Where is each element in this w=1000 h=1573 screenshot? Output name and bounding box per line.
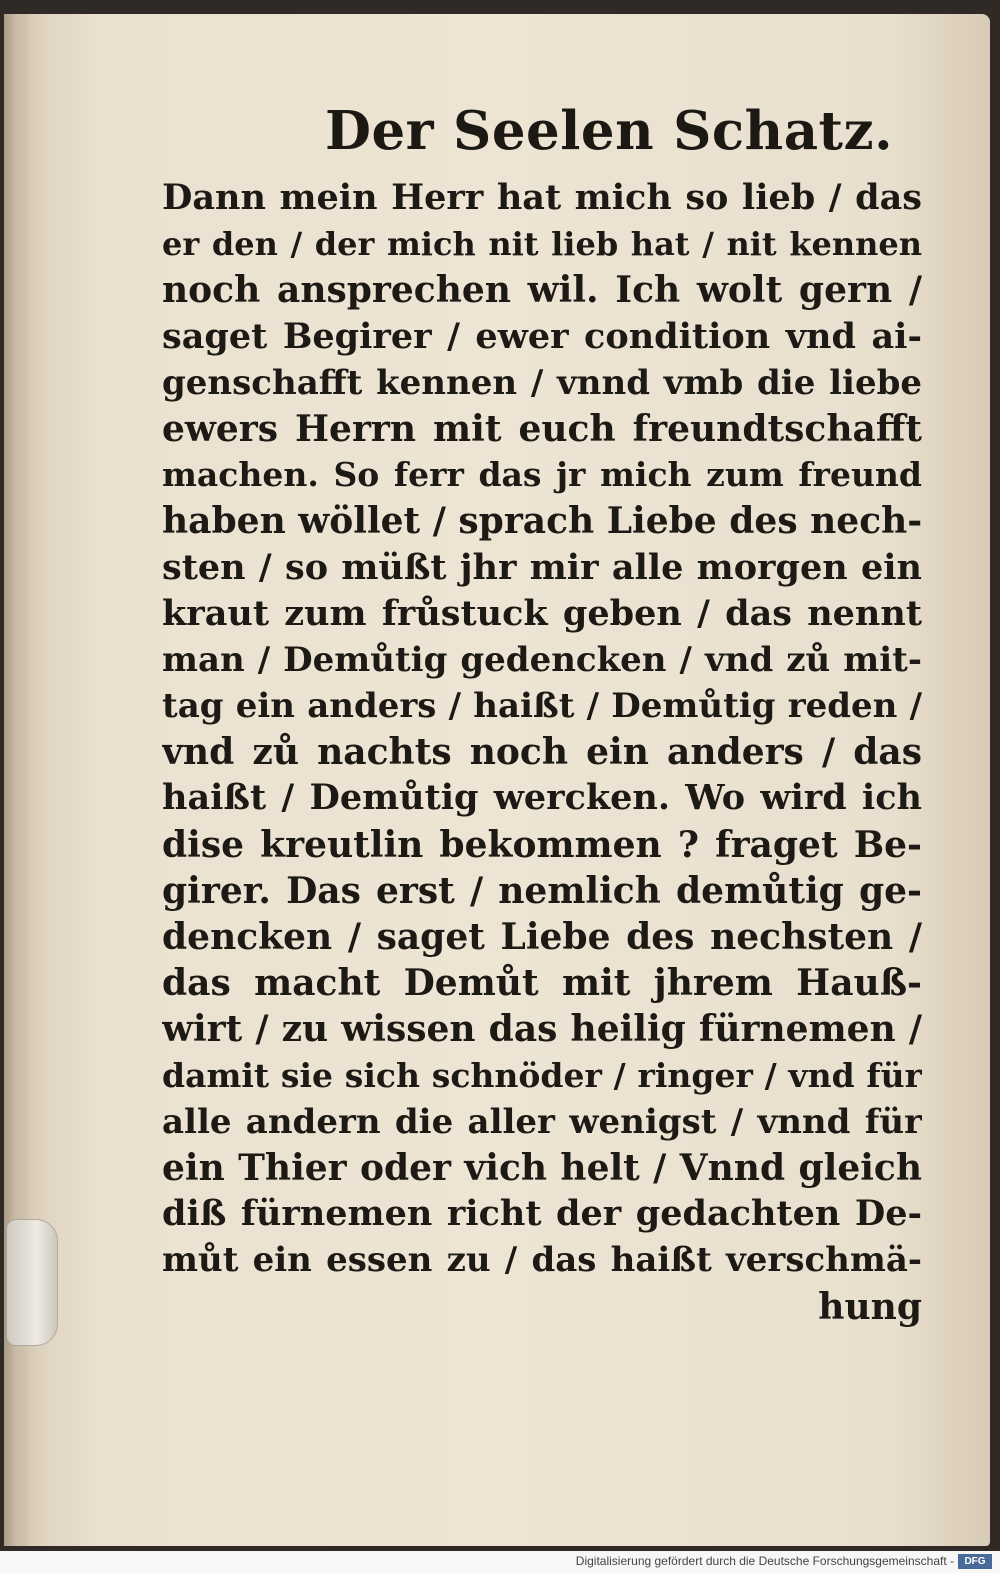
text-line: haben wöllet / sprach Liebe des nech- [162,500,922,543]
text-line: můt ein essen zu / das haißt verschmä- [162,1240,922,1281]
text-line: damit sie sich schnöder / ringer / vnd für [162,1055,922,1095]
text-line: hung [818,1285,922,1328]
text-line: alle andern die aller wenigst / vnnd für [162,1101,922,1142]
text-line: diß fürnemen richt der gedachten De- [162,1193,922,1235]
text-line: kraut zum frůstuck geben / das nennt [162,592,922,634]
text-line: sten / so müßt jhr mir alle morgen ein [162,546,922,588]
body-text [162,175,922,1330]
text-line: tag ein anders / haißt / Demůtig reden / [162,686,922,727]
text-line: vnd zů nachts noch ein anders / das [162,731,922,774]
text-line: haißt / Demůtig wercken. Wo wird ich [162,777,922,819]
text-line: das macht Demůt mit jhrem Hauß- [162,962,922,1005]
text-line: genschafft kennen / vnnd vmb die liebe [162,362,922,403]
text-line: er den / der mich nit lieb hat / nit kennen [162,225,922,264]
funding-credit: Digitalisierung gefördert durch die Deutsche Forschungsgemeinschaft - [575,1554,954,1568]
text-line: dencken / saget Liebe des nechsten / [162,916,922,958]
text-line: girer. Das erst / nemlich demůtig ge- [162,869,922,912]
text-line: machen. So ferr das jr mich zum freund [162,455,922,495]
page-clip [6,1219,58,1346]
text-line: ewers Herrn mit euch freundtschafft [162,407,922,450]
dfg-logo: DFG [958,1554,992,1569]
text-line: wirt / zu wissen das heilig fürnemen / [162,1008,922,1051]
text-line: man / Demůtig gedencken / vnd zů mit- [162,639,922,680]
text-line: saget Begirer / ewer condition vnd ai- [162,315,922,357]
running-header: Der Seelen Schatz. [325,100,894,162]
text-line: dise kreutlin bekommen ? fraget Be- [162,823,922,866]
text-line: Dann mein Herr hat mich so lieb / das [162,177,922,218]
text-line: ein Thier oder vich helt / Vnnd gleich [162,1146,922,1189]
text-line: noch ansprechen wil. Ich wolt gern / [162,269,922,312]
